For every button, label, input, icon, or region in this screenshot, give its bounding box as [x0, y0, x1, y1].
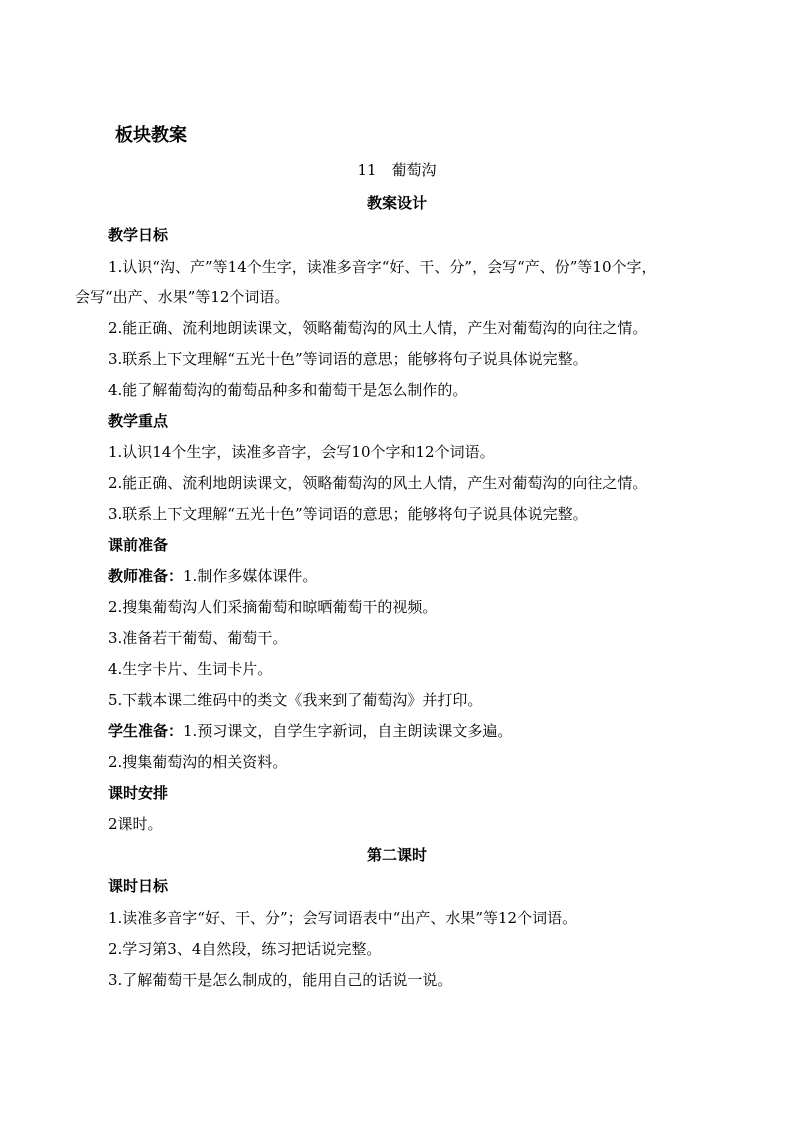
design-title: 教案设计 — [366, 194, 427, 212]
student-preparation-item: 2.搜集葡萄沟的相关资料。 — [108, 753, 288, 771]
lesson-goal-item: 3.了解葡萄干是怎么制成的，能用自己的话说一说。 — [108, 971, 453, 989]
teacher-preparation-item: 5.下载本课二维码中的类文《我来到了葡萄沟》并打印。 — [108, 691, 483, 709]
goal-item-continued: 会写“出产、水果”等12个词语。 — [75, 288, 290, 306]
teacher-preparation-label: 教师准备： — [108, 567, 184, 585]
schedule-text: 2课时。 — [108, 815, 163, 833]
teacher-preparation-item: 3.准备若干葡萄、葡萄干。 — [108, 629, 288, 647]
goals-heading: 教学日标 — [108, 226, 169, 244]
goal-item: 1.认识“沟、产”等14个生字，读准多音字“好、干、分”，会写“产、份”等10个字， — [108, 258, 657, 276]
key-point-item: 2.能正确、流利地朗读课文，领略葡萄沟的风土人情，产生对葡萄沟的向往之情。 — [108, 474, 648, 492]
teacher-preparation-item: 2.搜集葡萄沟人们采摘葡萄和晾晒葡萄干的视频。 — [108, 598, 438, 616]
goal-item: 3.联系上下文理解“五光十色”等词语的意思；能够将句子说具体说完整。 — [108, 350, 588, 368]
second-lesson-title: 第二课时 — [366, 846, 427, 864]
goal-item: 2.能正确、流利地朗读课文，领略葡萄沟的风土人情，产生对葡萄沟的向往之情。 — [108, 319, 648, 337]
teacher-preparation-item: 1.制作多媒体课件。 — [183, 567, 318, 585]
lesson-goal-item: 2.学习第3、4自然段，练习把话说完整。 — [108, 940, 382, 958]
lesson-goal-item: 1.读准多音字“好、干、分”；会写词语表中“出产、水果”等12个词语。 — [108, 909, 578, 927]
lesson-title: 11 葡萄沟 — [357, 161, 437, 179]
student-preparation-item: 1.预习课文，自学生字新词，自主朗读课文多遍。 — [183, 722, 513, 740]
teacher-preparation — [108, 566, 317, 586]
key-point-item: 3.联系上下文理解“五光十色”等词语的意思；能够将句子说具体说完整。 — [108, 505, 588, 523]
preparation-heading: 课前准备 — [108, 536, 169, 554]
schedule-heading: 课时安排 — [108, 784, 169, 802]
student-preparation-label: 学生准备： — [108, 722, 184, 740]
student-preparation — [108, 721, 512, 741]
key-points-heading: 教学重点 — [108, 412, 169, 430]
key-point-item: 1.认识14个生字，读准多音字，会写10个字和12个词语。 — [108, 443, 495, 461]
block-title: 板块教案 — [115, 125, 187, 146]
goal-item: 4.能了解葡萄沟的葡萄品种多和葡萄干是怎么制作的。 — [108, 381, 468, 399]
lesson-goals-heading: 课时日标 — [108, 877, 169, 895]
teacher-preparation-item: 4.生字卡片、生词卡片。 — [108, 660, 273, 678]
